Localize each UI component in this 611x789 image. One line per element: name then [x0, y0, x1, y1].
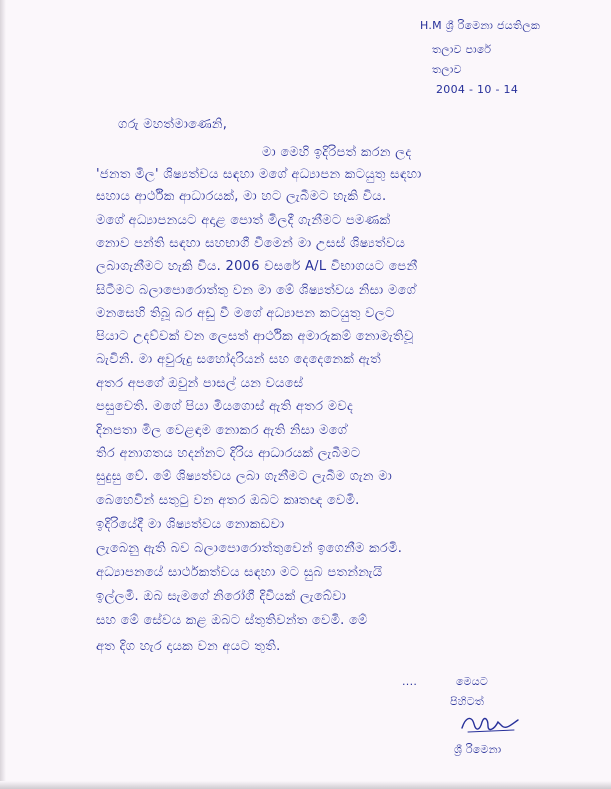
- body-line: නොව පන්ති සඳහා සහභාගී වීමෙන් මා උසස් ශිෂ්‍යත්වය: [96, 236, 406, 251]
- handwritten-signature: [458, 710, 522, 736]
- closing-line-2: පිහිටත්: [450, 695, 485, 708]
- body-line: අධ්‍යාපනයේ සාර්ථකත්වය සඳහා මට සුබ පතන්නැයි: [96, 565, 383, 580]
- body-line: සුදුසු වේ. මේ ශිෂ්‍යත්වය ලබා ගැනීමට ලැබීම ගැන මා: [96, 469, 393, 484]
- closing-line-1: මෙයට: [456, 675, 489, 688]
- scan-shadow-left: [0, 0, 6, 789]
- body-line: 'ජනත මිල' ශිෂ්‍යත්වය සඳහා මගේ අධ්‍යාපන කටයුතු සඳහා: [96, 167, 422, 182]
- body-line: බෙහෙවින් සතුටු වන අතර ඔබට කෘතඥ වෙමි.: [96, 493, 360, 508]
- body-line: බැවිනි. මා අවුරුදු සහෝදරියන් සහ දෙදෙනෙක් ඇත්: [96, 352, 381, 367]
- closing-ellipsis: ....: [402, 675, 418, 688]
- body-line: අතර අපගේ ඔවුන් පාසල් යන වයසේ: [96, 376, 304, 391]
- body-line: මා මෙහි ඉදිරිපත් කරන ලද: [262, 145, 412, 160]
- body-line: අත දිග හැර දායක වන අයට තුති.: [96, 639, 281, 654]
- address-line-1: H.M ශ්‍රී රිමෙනා ජයතිලක: [420, 19, 541, 32]
- body-line: ලැබෙනු ඇති බව බලාපොරොත්තුවෙන් ඉගෙනීම කරමි.: [96, 541, 403, 556]
- letter-date: 2004 - 10 - 14: [436, 83, 519, 96]
- body-line: පියාට උදව්වක් වන ලෙසත් ආර්ථික අමාරුකම් නොමැතිවූ: [96, 329, 414, 344]
- body-line: තිර අනාගතය හදන්නට දිරිය ආධාරයක් ලැබීමට: [96, 446, 361, 461]
- body-line: ඉල්ලමි. ඔබ සැමගේ නිරෝගී දිවියක් ලැබේවා: [96, 589, 347, 604]
- scan-shadow-bottom: [0, 781, 611, 789]
- body-line: ලබාගැනීමට හැකි විය. 2006 වසරේ A/L විභාගයට පෙනී: [96, 259, 418, 274]
- salutation: ගරු මහත්මාණෙනි,: [118, 117, 228, 132]
- body-line: පසුවෙති. මගේ පියා මියගොස් ඇති අතර මවද: [96, 399, 354, 414]
- address-line-2: තලාව පාරේ: [432, 43, 492, 56]
- body-line: සිටීමට බලාපොරොත්තු වන මා මේ ශිෂ්‍යත්වය නිසා මගේ: [96, 283, 417, 298]
- body-line: මනසෙහි තිබූ බර අඩු වී මගේ අධ්‍යාපන කටයුතු වලට: [96, 306, 395, 321]
- body-line: සහාය ආර්ථික ආධාරයක්, මා හට ලැබීමට හැකි විය.: [96, 189, 387, 204]
- body-line: ඉදිරියේදී මා ශිෂ්‍යත්වය නොකඩවා: [96, 517, 285, 532]
- closing-name: ශ්‍රී රිමෙනා: [454, 743, 502, 756]
- address-line-3: තලාව: [432, 63, 462, 76]
- body-line: දිනපතා මිල වෙළඳාම නොකර ඇති නිසා මගේ: [96, 423, 348, 438]
- body-line: මගේ අධ්‍යාපනයට අදාළ පොත් මිලදී ගැනීමට පමණක්: [96, 213, 391, 228]
- body-line: සහ මේ සේවය කළ ඔබට ස්තුතිවන්ත වෙමි. මේ: [96, 613, 368, 628]
